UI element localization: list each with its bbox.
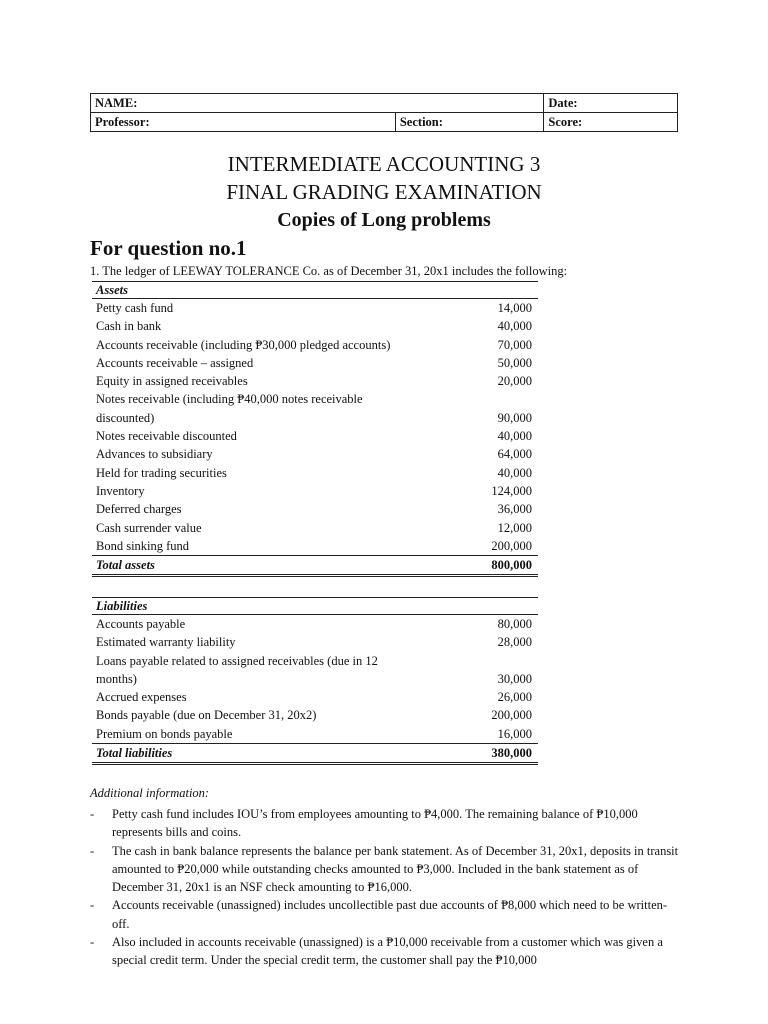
ledger-row	[92, 688, 538, 706]
ledger-row	[92, 706, 538, 724]
liabilities-heading	[92, 597, 538, 615]
ledger-row-label: Held for trading securities	[96, 465, 227, 480]
assets-heading	[92, 281, 538, 299]
additional-info-text: Also included in accounts receivable (unassigned) is a ₱10,000 receivable from a customer which was given a special credit term. Under the special credit term, the customer shall pay the ₱10,000	[112, 935, 663, 968]
ledger-row-amount: 28,000	[497, 635, 532, 650]
assets-total-row	[92, 555, 538, 577]
ledger-row-label: discounted)	[96, 410, 155, 425]
ledger-row	[92, 427, 538, 445]
ledger-row-label: Loans payable related to assigned receivables (due in 12	[96, 653, 378, 668]
ledger-row-amount: 40,000	[497, 465, 532, 480]
ledger-row-label: Bonds payable (due on December 31, 20x2)	[96, 708, 317, 723]
additional-info-text: Petty cash fund includes IOU’s from employees amounting to ₱4,000. The remaining balance of ₱10,000 represents bills and coins.	[112, 807, 638, 840]
ledger-row	[92, 725, 538, 743]
ledger-row-amount: 40,000	[497, 429, 532, 444]
assets-total-label: Total assets	[96, 558, 155, 573]
ledger-row-label: Estimated warranty liability	[96, 635, 236, 650]
additional-info-item	[90, 842, 680, 897]
ledger-row-label: Bond sinking fund	[96, 538, 190, 553]
ledger-row-amount: 80,000	[497, 617, 532, 631]
student-info-table	[90, 93, 678, 132]
ledger-row-amount: 16,000	[497, 726, 532, 741]
additional-info-text: The cash in bank balance represents the balance per bank statement. As of December 31, 20x1, deposits in transit amounted to ₱20,000 while outstanding checks amounted to ₱3,000. Included in the bank statement as of December 31, 20x1 is an NSF check amounting to ₱16,000.	[112, 843, 679, 895]
liabilities-rows	[92, 615, 538, 743]
ledger-row	[92, 615, 538, 633]
ledger-row-label: Cash surrender value	[96, 520, 202, 535]
ledger-row-label: Premium on bonds payable	[96, 726, 233, 741]
additional-info-item	[90, 896, 680, 933]
bullet-dash: -	[90, 935, 95, 950]
ledger-row	[92, 482, 538, 500]
liabilities-heading-label: Liabilities	[96, 599, 148, 613]
additional-info-item	[90, 805, 680, 842]
section-field: Section:	[395, 113, 544, 132]
ledger-row-amount: 26,000	[497, 690, 532, 705]
ledger-row	[92, 500, 538, 518]
question-intro: 1. The ledger of LEEWAY TOLERANCE Co. as of December 31, 20x1 includes the following:	[90, 264, 568, 278]
name-field: NAME:	[91, 94, 544, 113]
bullet-dash: -	[90, 843, 95, 858]
liabilities-ledger	[92, 597, 538, 765]
ledger-row-label: Advances to subsidiary	[96, 447, 213, 462]
ledger-row-label: Accounts receivable – assigned	[96, 355, 254, 370]
ledger-row-label: Cash in bank	[96, 319, 162, 334]
ledger-row-amount: 36,000	[497, 502, 532, 517]
ledger-row	[92, 336, 538, 354]
ledger-row-amount: 12,000	[497, 520, 532, 535]
ledger-row-label: Accrued expenses	[96, 690, 187, 705]
ledger-row	[92, 633, 538, 651]
student-info-row-1	[91, 94, 678, 113]
assets-rows	[92, 299, 538, 555]
liabilities-total-label: Total liabilities	[96, 746, 173, 761]
bullet-dash: -	[90, 807, 95, 821]
liabilities-total-amount: 380,000	[491, 746, 532, 761]
additional-info-list	[90, 805, 680, 970]
ledger-row-amount: 200,000	[491, 538, 532, 553]
ledger-row	[92, 537, 538, 555]
ledger-row-amount: 14,000	[497, 301, 532, 315]
ledger-row-amount: 30,000	[497, 671, 532, 686]
ledger-row-label: Accounts payable	[96, 617, 186, 631]
assets-ledger	[92, 281, 538, 577]
ledger-row-label: Notes receivable discounted	[96, 429, 237, 444]
ledger-row	[92, 409, 538, 427]
ledger-row	[92, 372, 538, 390]
ledger-row	[92, 652, 538, 670]
ledger-row	[92, 299, 538, 317]
ledger-row	[92, 317, 538, 335]
ledger-row-amount: 90,000	[497, 410, 532, 425]
course-title: INTERMEDIATE ACCOUNTING 3	[227, 152, 541, 176]
ledger-row	[92, 354, 538, 372]
date-field: Date:	[544, 94, 678, 113]
ledger-row	[92, 670, 538, 688]
ledger-row-label: Equity in assigned receivables	[96, 374, 248, 389]
question-heading: For question no.1	[90, 236, 247, 260]
ledger-row-amount: 64,000	[497, 447, 532, 462]
additional-info-item	[90, 933, 680, 970]
exam-subtitle: Copies of Long problems	[277, 209, 491, 231]
ledger-row	[92, 390, 538, 408]
ledger-row-label: Notes receivable (including ₱40,000 notes receivable	[96, 392, 363, 407]
assets-heading-label: Assets	[96, 283, 128, 297]
assets-total-amount: 800,000	[491, 558, 532, 573]
ledger-row-amount: 20,000	[497, 374, 532, 389]
ledger-row-label: Deferred charges	[96, 502, 182, 517]
ledger-row-label: Accounts receivable (including ₱30,000 pledged accounts)	[96, 337, 391, 352]
liabilities-total-row	[92, 743, 538, 765]
additional-info-text: Accounts receivable (unassigned) includes uncollectible past due accounts of ₱8,000 which need to be written-off.	[112, 898, 668, 931]
ledger-row-amount: 200,000	[491, 708, 532, 723]
ledger-row-label: Petty cash fund	[96, 301, 174, 315]
ledger-row-amount: 124,000	[491, 483, 532, 498]
ledger-row-amount: 40,000	[497, 319, 532, 334]
ledger-row	[92, 445, 538, 463]
ledger-row-amount: 70,000	[497, 337, 532, 352]
ledger-row	[92, 464, 538, 482]
student-info-row-2	[91, 113, 678, 132]
professor-field: Professor:	[91, 113, 396, 132]
ledger-row	[92, 519, 538, 537]
ledger-row-label: Inventory	[96, 483, 145, 498]
exam-title: FINAL GRADING EXAMINATION	[226, 180, 542, 204]
ledger-row-amount: 50,000	[497, 355, 532, 370]
bullet-dash: -	[90, 898, 95, 913]
ledger-row-label: months)	[96, 671, 137, 686]
additional-info-label: Additional information:	[90, 786, 210, 800]
score-field: Score:	[544, 113, 678, 132]
